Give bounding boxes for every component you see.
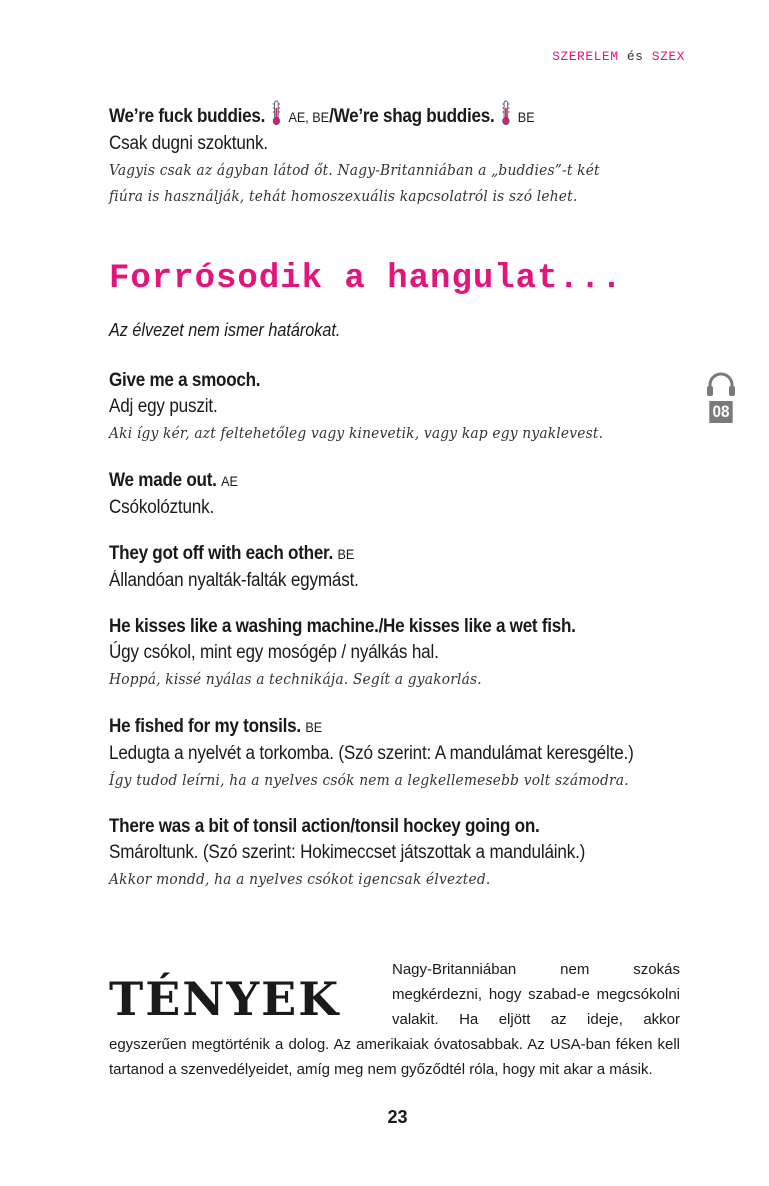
entry-english xyxy=(109,541,631,567)
phrase-entry xyxy=(109,468,689,521)
section-title: Forrósodik a hangulat... xyxy=(109,260,623,298)
entry-note: Aki így kér, azt feltehetőleg vagy kinevetik, vagy kap egy nyaklevest. xyxy=(109,424,604,442)
entry-note: Akkor mondd, ha a nyelves csókot igencsak élvezted. xyxy=(109,870,491,888)
entry-hungarian: Ledugta a nyelvét a torkomba. (Szó szerint: A mandulámat keresgélte.) xyxy=(109,743,634,764)
headphones-icon xyxy=(706,372,736,396)
phrase-entry xyxy=(109,714,689,793)
entry-note-line-2: fiúra is használják, tehát homoszexuális kapcsolatról is szó lehet. xyxy=(109,187,578,205)
running-head-right: SZEX xyxy=(651,49,685,64)
entry-tag: BE xyxy=(305,719,323,735)
facts-box xyxy=(109,957,680,1082)
thermometer-icon xyxy=(271,100,282,126)
running-head-left: SZERELEM xyxy=(552,49,619,64)
entry-english xyxy=(109,714,631,740)
entry-english xyxy=(109,614,631,639)
entry-english-text: He fished for my tonsils. xyxy=(109,716,301,737)
entry-hungarian: Adj egy puszit. xyxy=(109,396,218,417)
running-head xyxy=(552,49,685,64)
phrase-entry xyxy=(109,541,689,594)
facts-title: TÉNYEK xyxy=(109,972,341,1026)
entry-hungarian: Csókolóztunk. xyxy=(109,497,215,518)
entry-note-line-1: Vagyis csak az ágyban látod őt. Nagy-Britanniában a „buddies”-t két xyxy=(109,161,600,179)
entry-english xyxy=(109,814,631,839)
entry-tag: AE xyxy=(221,473,238,489)
section-subtitle: Az élvezet nem ismer határokat. xyxy=(109,320,341,340)
entry-tag-2: BE xyxy=(517,109,535,125)
thermometer-icon xyxy=(501,100,512,126)
entry-separator: / xyxy=(329,106,334,127)
running-head-amp: és xyxy=(626,49,644,64)
entry-english-text: He kisses like a washing machine./He kisses like a wet fish. xyxy=(109,616,576,637)
entry-hungarian: Csak dugni szoktunk. xyxy=(109,133,268,154)
entry-note: Hoppá, kissé nyálas a technikája. Segít a gyakorlás. xyxy=(109,670,482,688)
page-number: 23 xyxy=(387,1107,408,1127)
phrase-entry xyxy=(109,368,689,446)
entry-english xyxy=(109,368,631,393)
intro-entry xyxy=(109,100,689,209)
entry-english xyxy=(109,100,631,130)
entry-english-text: We made out. xyxy=(109,470,217,491)
entry-english xyxy=(109,468,631,494)
entry-tag: BE xyxy=(337,546,355,562)
audio-track-number: 08 xyxy=(709,401,732,423)
audio-track-badge xyxy=(706,372,736,423)
phrase-entry xyxy=(109,614,689,692)
entry-english-1: We’re fuck buddies. xyxy=(109,106,266,127)
phrase-entry xyxy=(109,814,689,892)
entry-english-text: Give me a smooch. xyxy=(109,370,261,391)
entry-hungarian: Állandóan nyalták-falták egymást. xyxy=(109,570,359,591)
entry-english-2: We’re shag buddies. xyxy=(333,106,495,127)
entry-hungarian: Úgy csókol, mint egy mosógép / nyálkás hal. xyxy=(109,642,439,663)
entry-english-text: There was a bit of tonsil action/tonsil hockey going on. xyxy=(109,816,540,837)
facts-text: Nagy-Britanniában nem szokás megkérdezni, hogy szabad-e megcsókolni valakit. Ha eljött az ideje, akkor egyszerűen megtörténik a dolog. Az amerikaiak óvatosabbak. Az USA-ban féken kell tartanod a szenvedélyeidet, amíg meg nem győződtél róla, hogy mit akar a másik. xyxy=(109,961,680,1078)
entry-tag-1: AE, BE xyxy=(288,109,330,125)
entry-english-text: They got off with each other. xyxy=(109,543,333,564)
entry-note: Így tudod leírni, ha a nyelves csók nem a legkellemesebb volt számodra. xyxy=(109,771,629,789)
entry-hungarian: Smároltunk. (Szó szerint: Hokimeccset játszottak a manduláink.) xyxy=(109,842,586,863)
